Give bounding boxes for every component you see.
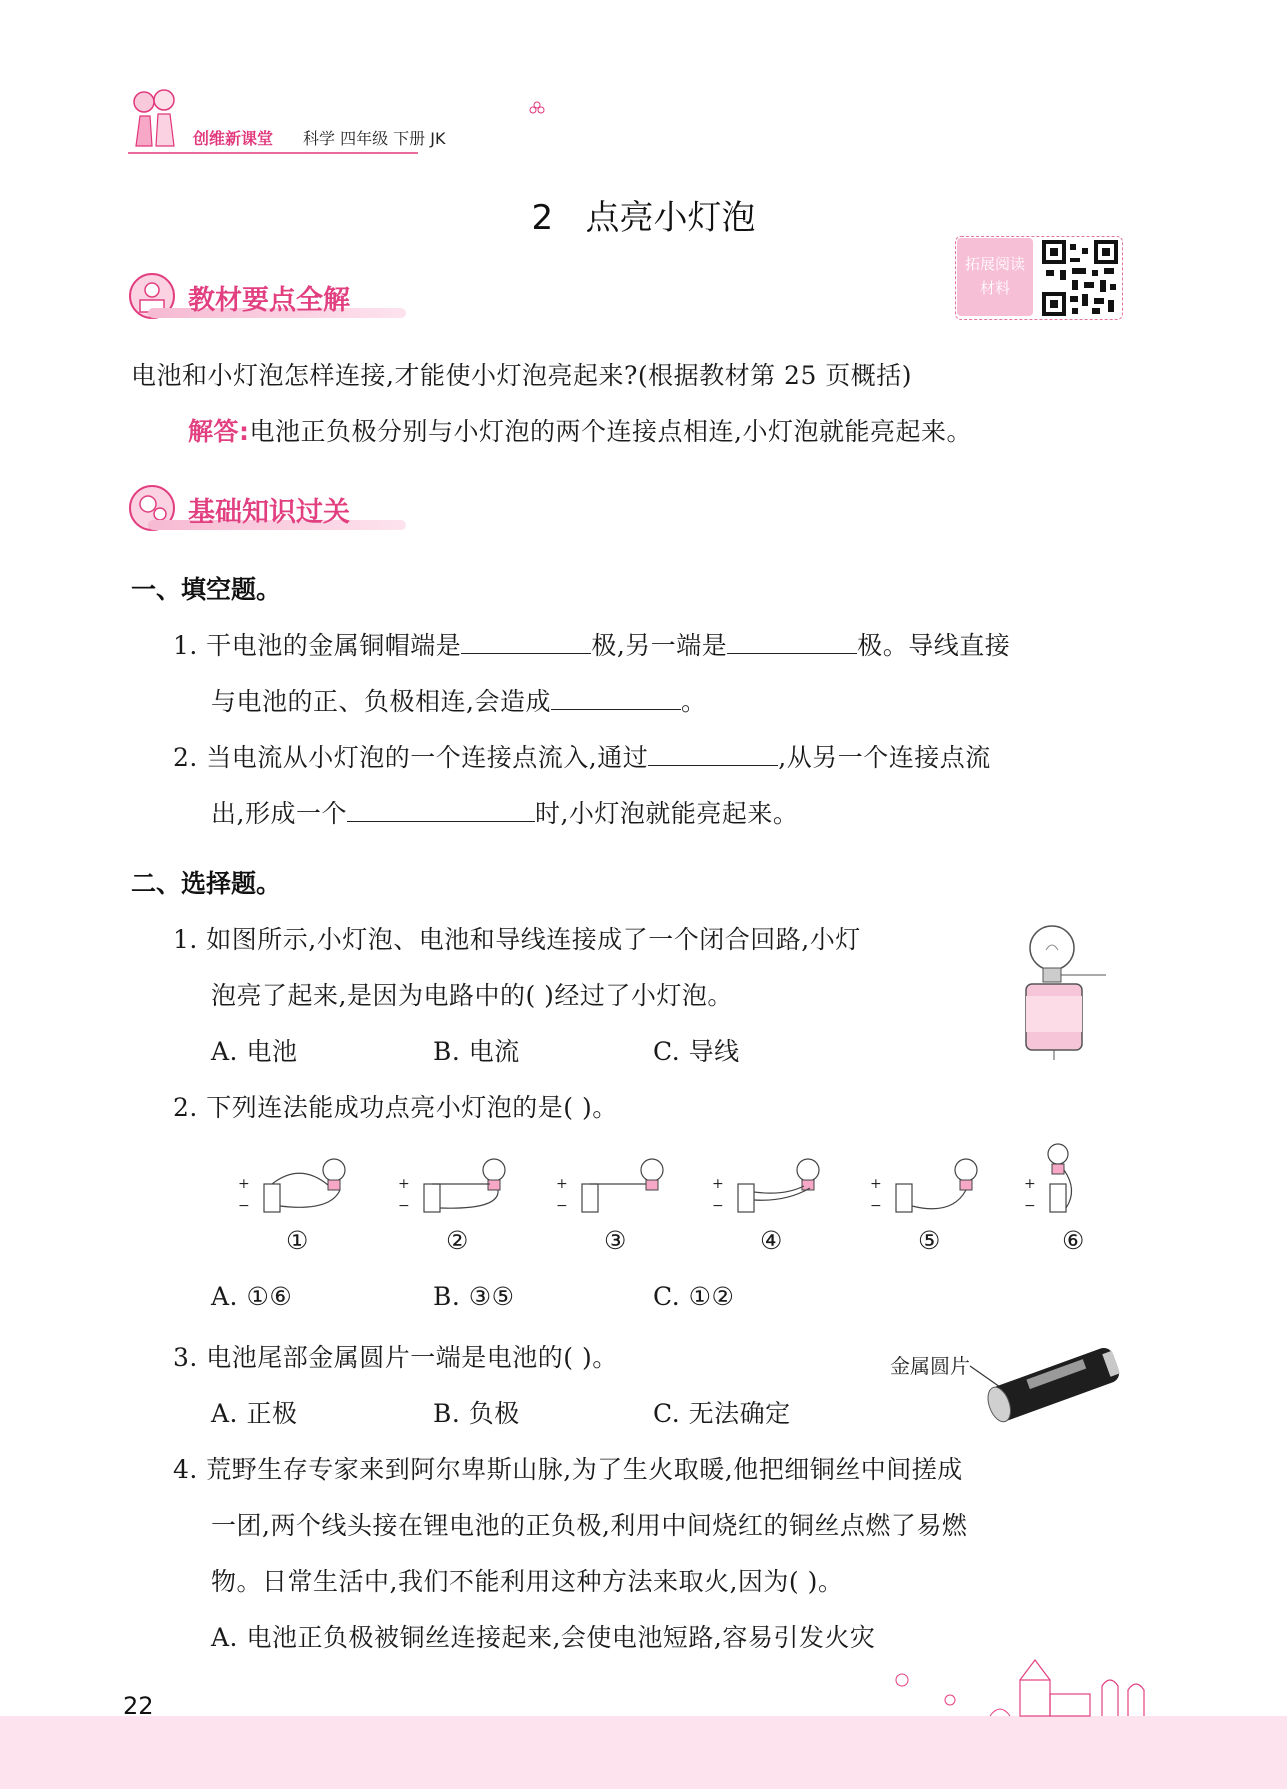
qr-code-icon[interactable] [1042,240,1118,316]
choice-q1-option-c[interactable]: C. 导线 [653,1037,740,1066]
fill-q1-line1 [173,626,1010,662]
bulb-on-battery-illustration [1010,918,1120,1060]
diagram-label-2: ② [446,1226,469,1255]
choice-q2-option-a[interactable]: A. ①⑥ [211,1282,293,1311]
choice-q1-line1: 1. 如图所示,小灯泡、电池和导线连接成了一个闭合回路,小灯 [173,925,861,954]
children-logo-icon [128,86,180,150]
diagram-label-5: ⑤ [918,1226,941,1255]
page-number: 22 [123,1692,154,1720]
key-answer [188,412,972,448]
section1-title: 教材要点全解 [188,285,350,316]
circuit-diagram-3 [556,1159,663,1214]
svg-text:+: + [712,1176,724,1192]
choice-q3-option-c[interactable]: C. 无法确定 [653,1399,791,1428]
brand-name: 创维新课堂 [193,129,274,148]
fill-q2-line1 [173,738,991,774]
svg-text:−: − [398,1198,410,1214]
footer-band [0,1716,1287,1789]
svg-text:−: − [870,1198,882,1214]
choice-q4-line2: 一团,两个线头接在锂电池的正负极,利用中间烧红的铜丝点燃了易燃 [211,1511,968,1540]
svg-text:+: + [1024,1176,1036,1192]
diagram-label-6: ⑥ [1062,1226,1085,1255]
svg-text:−: − [238,1198,250,1214]
choice-q4-line3: 物。日常生活中,我们不能利用这种方法来取火,因为( )。 [211,1567,844,1596]
choice-q3-option-a[interactable]: A. 正极 [211,1399,298,1428]
battery-callout-label: 金属圆片 [890,1354,970,1378]
lesson-number: 2 [531,198,554,238]
choice-q3-option-b[interactable]: B. 负极 [433,1399,520,1428]
fill-q1-text-d: 与电池的正、负极相连,会造成 [211,687,551,716]
battery-photo [960,1336,1130,1426]
book-meta: 科学 四年级 下册 JK [303,129,446,148]
circuit-diagrams [240,1140,1100,1260]
svg-text:−: − [712,1198,724,1214]
flower-icon [528,100,546,118]
answer-blank[interactable] [648,741,778,766]
fill-q1-line2 [211,682,706,718]
answer-blank[interactable] [461,629,591,654]
section2-title: 基础知识过关 [188,497,350,528]
choice-q1-line2: 泡亮了起来,是因为电路中的( )经过了小灯泡。 [211,981,733,1010]
lesson-title [0,190,1287,239]
circuit-diagram-1 [238,1159,345,1214]
lesson-name: 点亮小灯泡 [585,198,756,238]
fill-q2-text-c: 出,形成一个 [211,799,347,828]
choice-q2-line: 2. 下列连法能成功点亮小灯泡的是( )。 [173,1093,618,1122]
diagram-label-1: ① [286,1226,309,1255]
qr-label-line2: 材料 [979,279,1010,297]
fill-q1-text-e: 。 [680,687,707,716]
choice-q1-option-a[interactable]: A. 电池 [211,1037,298,1066]
choice-q2-option-c[interactable]: C. ①② [653,1282,735,1311]
circuit-diagram-6 [1024,1144,1072,1214]
choice-q1-option-b[interactable]: B. 电流 [433,1037,520,1066]
svg-text:−: − [556,1198,568,1214]
svg-text:+: + [556,1176,568,1192]
svg-text:−: − [1024,1198,1036,1214]
circuit-diagram-5 [870,1159,977,1214]
diagram-label-4: ④ [760,1226,783,1255]
svg-text:+: + [870,1176,882,1192]
fill-q1-text-a: 1. 干电池的金属铜帽端是 [173,631,462,660]
svg-text:+: + [238,1176,250,1192]
diagram-label-3: ③ [604,1226,627,1255]
fill-q2-text-a: 2. 当电流从小灯泡的一个连接点流入,通过 [173,743,649,772]
fill-heading: 一、填空题。 [131,575,282,604]
choice-q4-option-a[interactable]: A. 电池正负极被铜丝连接起来,会使电池短路,容易引发火灾 [211,1623,876,1652]
choice-q4-line1: 4. 荒野生存专家来到阿尔卑斯山脉,为了生火取暖,他把细铜丝中间搓成 [173,1455,963,1484]
fill-q2-text-d: 时,小灯泡就能亮起来。 [534,799,799,828]
choice-q3-line: 3. 电池尾部金属圆片一端是电池的( )。 [173,1343,618,1372]
answer-text: 电池正负极分别与小灯泡的两个连接点相连,小灯泡就能亮起来。 [249,417,972,446]
answer-blank[interactable] [347,797,535,822]
section-banner-basics [128,484,408,536]
fill-q1-text-c: 极。导线直接 [857,631,1011,660]
circuit-diagram-2 [398,1159,505,1214]
answer-label: 解答: [188,417,250,446]
choice-heading: 二、选择题。 [131,869,282,898]
fill-q2-line2 [211,794,798,830]
svg-text:+: + [398,1176,410,1192]
fill-q1-text-b: 极,另一端是 [591,631,728,660]
fill-q2-text-b: ,从另一个连接点流 [778,743,991,772]
answer-blank[interactable] [551,685,681,710]
circuit-diagram-4 [712,1159,819,1214]
qr-label-line1: 拓展阅读 [964,255,1025,273]
header-divider [128,152,418,154]
qr-label[interactable] [957,238,1033,316]
section-banner-key-points [128,272,408,324]
castle-decoration-icon [880,1650,1180,1720]
key-question: 电池和小灯泡怎样连接,才能使小灯泡亮起来?(根据教材第 25 页概括) [131,361,913,390]
answer-blank[interactable] [727,629,857,654]
choice-q2-option-b[interactable]: B. ③⑤ [433,1282,515,1311]
